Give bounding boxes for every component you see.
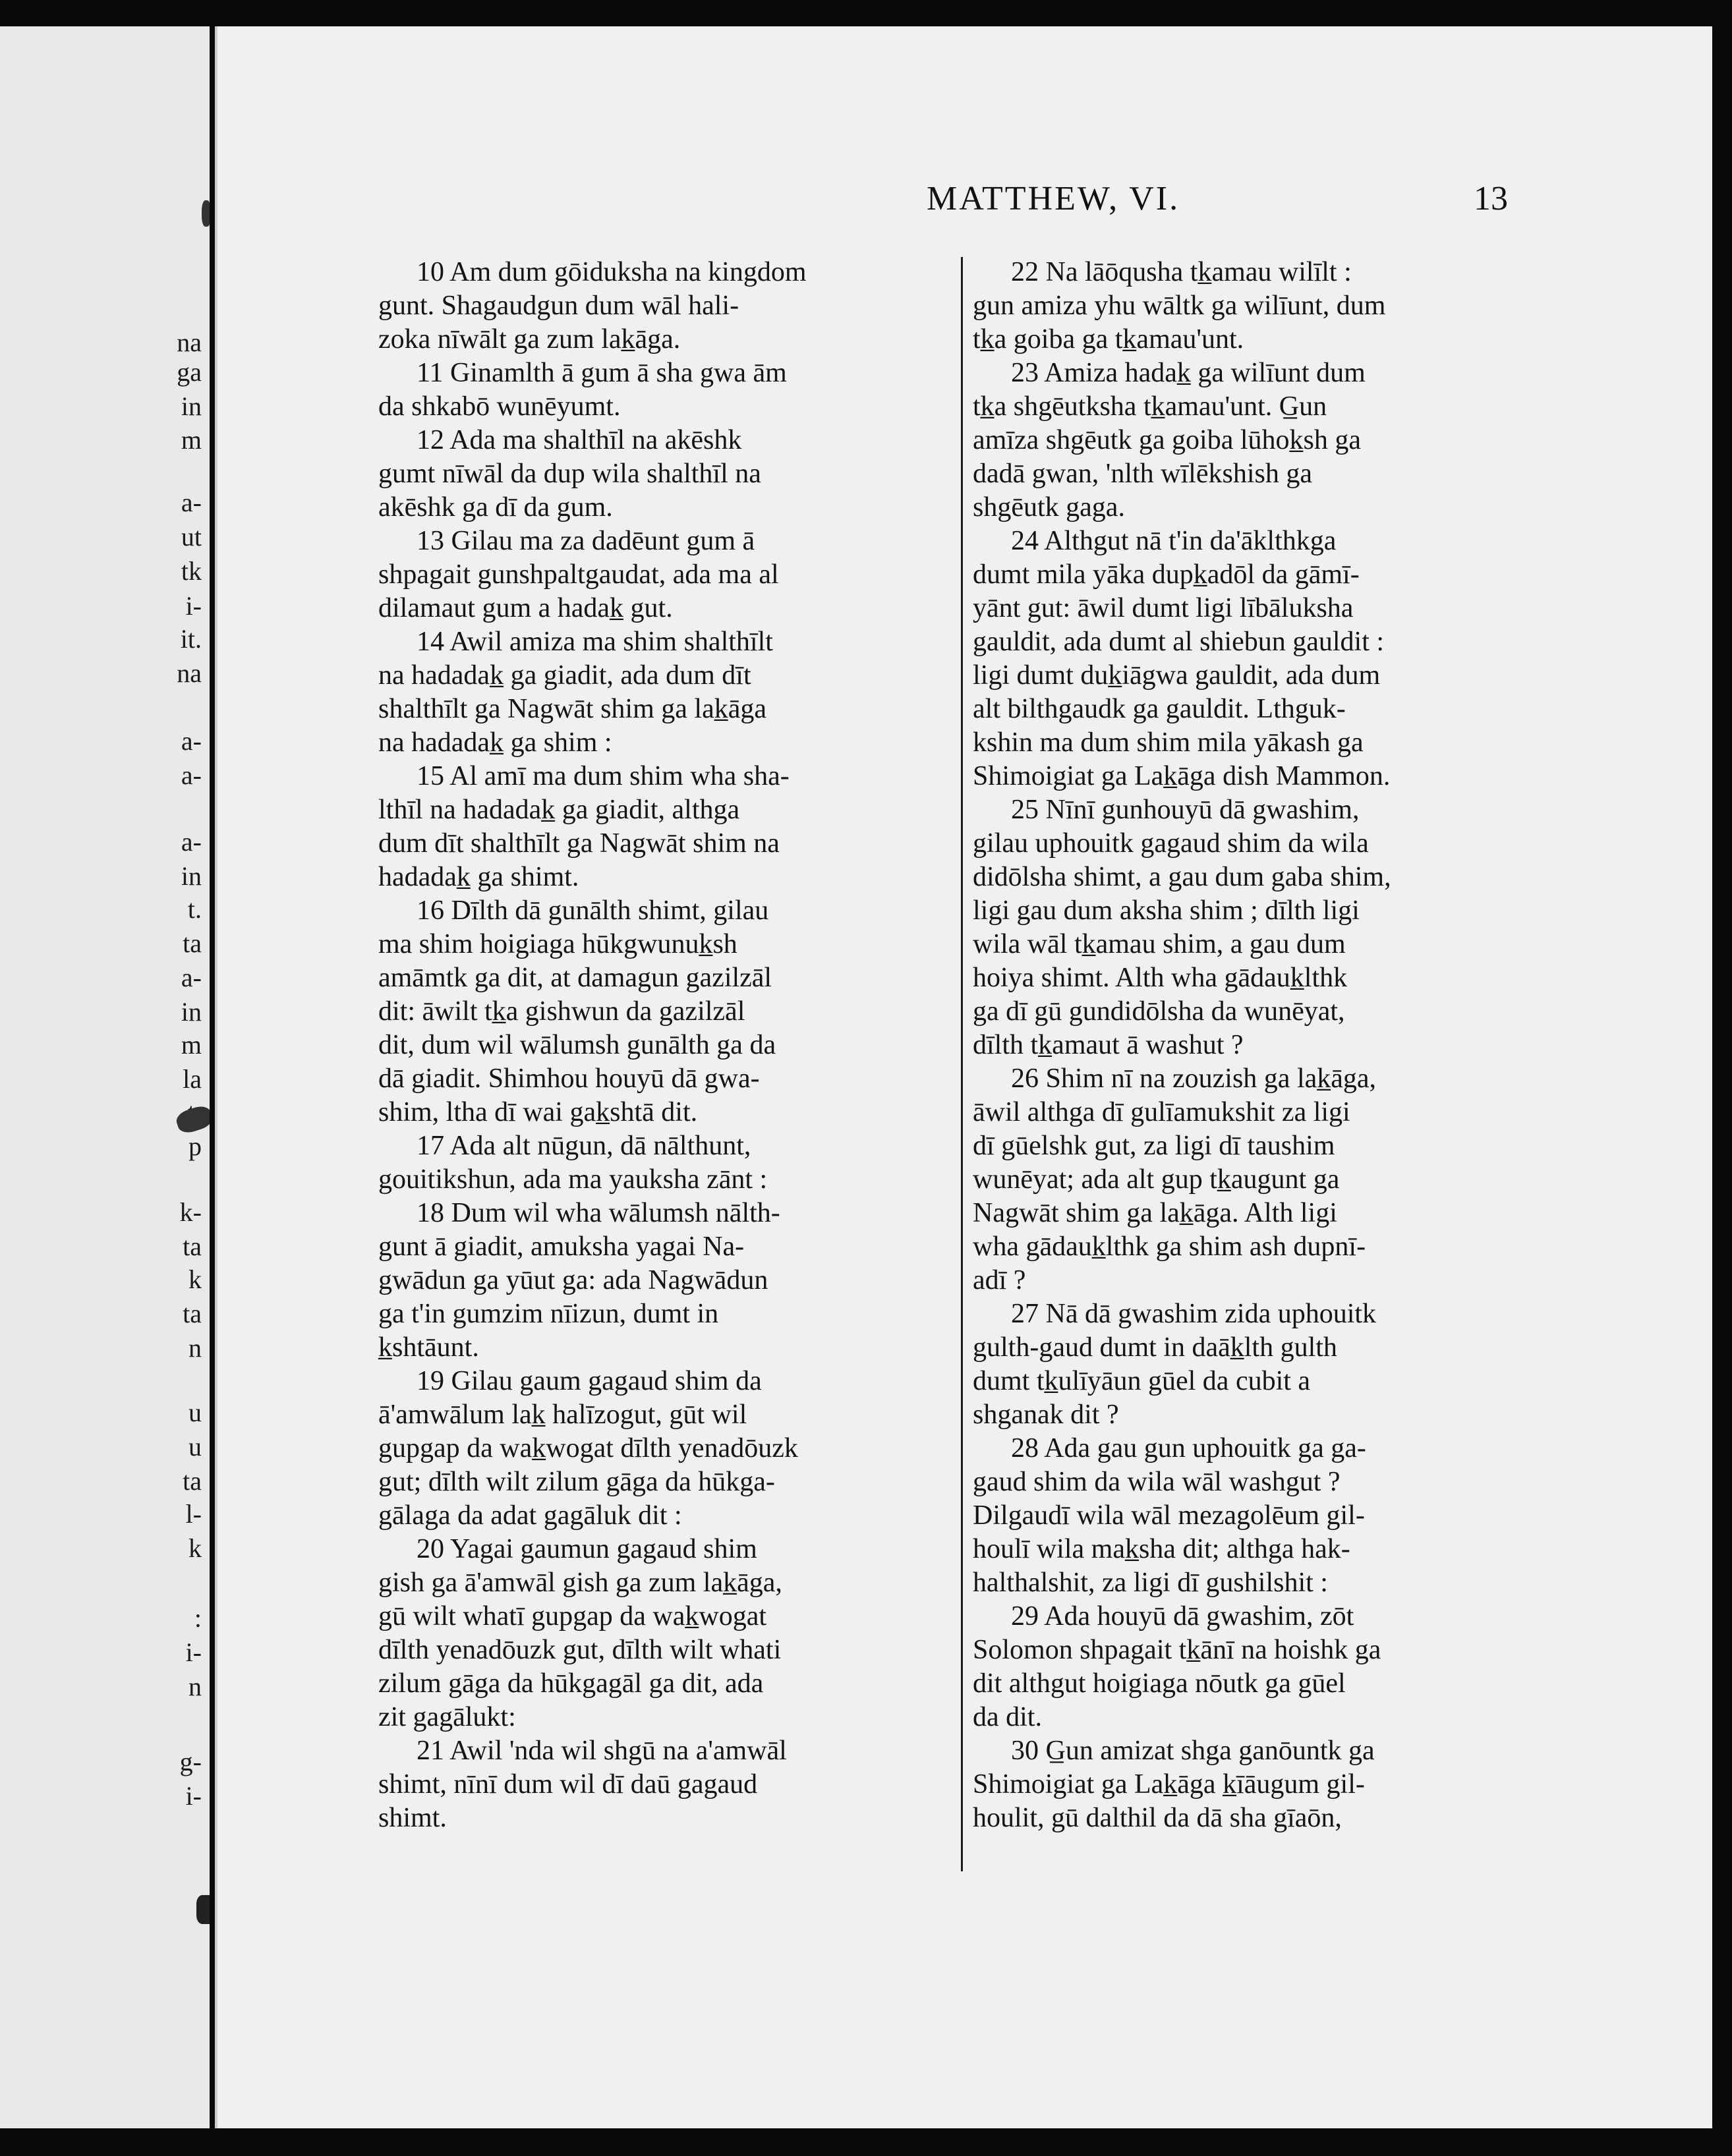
ink-blot bbox=[196, 1895, 210, 1924]
text-line: amīza shgēutk ga goiba lūhok̲sh ga bbox=[973, 425, 1362, 455]
text-fragment: : bbox=[194, 1603, 202, 1633]
text-line: gū wilt whatī gupgap da wak̲wogat bbox=[378, 1601, 767, 1631]
text-column-right bbox=[973, 256, 1553, 1835]
text-line: dīlth yenadōuzk gut, dīlth wilt whati bbox=[378, 1635, 782, 1665]
text-line: da shkabō wunēyumt. bbox=[378, 391, 621, 422]
text-line: ligi gau dum aksha shim ; dīlth ligi bbox=[973, 895, 1360, 926]
text-fragment: n bbox=[188, 1672, 202, 1701]
text-line: 13 Gilau ma za dadēunt gum ā bbox=[417, 526, 755, 556]
text-line: 16 Dīlth dā gunālth shimt, gilau bbox=[417, 895, 769, 926]
text-fragment: n bbox=[188, 1333, 202, 1363]
text-fragment: t. bbox=[187, 894, 202, 924]
text-fragment: a- bbox=[181, 827, 202, 857]
text-line: 21 Awil 'nda wil shgū na a'amwāl bbox=[417, 1736, 787, 1766]
text-line: shalthīlt ga Nagwāt shim ga lak̲āga bbox=[378, 694, 767, 724]
text-line: lthīl na hadadak̲ ga giadit, althga bbox=[378, 795, 740, 825]
text-line: gut; dīlth wilt zilum gāga da hūkga- bbox=[378, 1467, 775, 1497]
text-fragment: a- bbox=[181, 726, 202, 756]
text-line: 30 G̲un amizat shga ganōuntk ga bbox=[1011, 1736, 1375, 1766]
text-line: 26 Shim nī na zouzish ga lak̲āga, bbox=[1011, 1064, 1377, 1094]
text-line: halthalshit, za ligi dī gushilshit : bbox=[973, 1568, 1328, 1598]
text-fragment: ta bbox=[183, 1466, 202, 1496]
column-rule bbox=[961, 257, 963, 1871]
text-fragment: in bbox=[181, 861, 202, 891]
text-fragment: in bbox=[181, 997, 202, 1027]
text-line: k̲shtāunt. bbox=[378, 1332, 479, 1363]
ink-blot bbox=[202, 200, 210, 227]
text-line: 19 Gilau gaum gagaud shim da bbox=[417, 1366, 762, 1396]
text-line: 12 Ada ma shalthīl na akēshk bbox=[417, 425, 742, 455]
text-line: gish ga ā'amwāl gish ga zum lak̲āga, bbox=[378, 1568, 782, 1598]
text-line: houlī wila mak̲sha dit; althga hak- bbox=[973, 1534, 1350, 1564]
previous-page-text-fragments bbox=[0, 26, 210, 2128]
text-fragment: na bbox=[177, 658, 202, 688]
text-line: 28 Ada gau gun uphouitk ga ga- bbox=[1011, 1433, 1366, 1463]
text-line: dī gūelshk gut, za ligi dī taushim bbox=[973, 1131, 1335, 1161]
text-line: dilamaut gum a hadak̲ gut. bbox=[378, 593, 673, 623]
text-fragment: k bbox=[188, 1533, 202, 1563]
text-line: 10 Am dum gōiduksha na kingdom bbox=[417, 257, 807, 287]
text-line: dit althgut hoigiaga nōutk ga gūel bbox=[973, 1668, 1346, 1699]
text-line: Shimoigiat ga Lak̲āga k̲īāugum gil- bbox=[973, 1769, 1365, 1800]
text-line: gumt nīwāl da dup wila shalthīl na bbox=[378, 459, 761, 489]
text-fragment: p bbox=[188, 1131, 202, 1161]
running-head: MATTHEW, VI. bbox=[927, 180, 1180, 217]
text-line: kshin ma dum shim mila yākash ga bbox=[973, 727, 1364, 758]
text-line: gaud shim da wila wāl washgut ? bbox=[973, 1467, 1341, 1497]
page-number: 13 bbox=[1474, 180, 1508, 217]
text-line: shim, ltha dī wai gak̲shtā dit. bbox=[378, 1097, 698, 1127]
text-line: gwādun ga yūut ga: ada Nagwādun bbox=[378, 1265, 768, 1295]
text-fragment: m bbox=[181, 425, 202, 455]
text-line: dit, dum wil wālumsh gunālth ga da bbox=[378, 1030, 776, 1060]
text-line: dit: āwilt tk̲a gishwun da gazilzāl bbox=[378, 996, 745, 1027]
text-line: zoka nīwālt ga zum lak̲āga. bbox=[378, 324, 681, 355]
text-fragment: a- bbox=[181, 963, 202, 992]
text-line: gilau uphouitk gagaud shim da wila bbox=[973, 828, 1369, 859]
text-line: gauldit, ada dumt al shiebun gauldit : bbox=[973, 627, 1385, 657]
text-line: ga t'in gumzim nīizun, dumt in bbox=[378, 1299, 719, 1329]
text-line: Shimoigiat ga Lak̲āga dish Mammon. bbox=[973, 761, 1391, 791]
text-line: na hadadak̲ ga shim : bbox=[378, 727, 612, 758]
text-line: 25 Nīnī gunhouyū dā gwashim, bbox=[1011, 795, 1360, 825]
text-line: 18 Dum wil wha wālumsh nālth- bbox=[417, 1198, 780, 1228]
text-fragment: g- bbox=[179, 1747, 202, 1776]
text-line: adī ? bbox=[973, 1265, 1026, 1295]
text-line: shimt, nīnī dum wil dī daū gagaud bbox=[378, 1769, 758, 1800]
text-line: gunt ā giadit, amuksha yagai Na- bbox=[378, 1232, 745, 1262]
text-line: ā'amwālum lak̲ halīzogut, gūt wil bbox=[378, 1400, 747, 1430]
text-line: āwil althga dī gulīamukshit za ligi bbox=[973, 1097, 1350, 1127]
text-fragment: a- bbox=[181, 488, 202, 517]
text-line: wunēyat; ada alt gup tk̲augunt ga bbox=[973, 1164, 1340, 1195]
text-line: zit gagālukt: bbox=[378, 1702, 516, 1732]
text-line: da dit. bbox=[973, 1702, 1042, 1732]
text-line: 23 Amiza hadak̲ ga wilīunt dum bbox=[1011, 358, 1366, 388]
text-line: tk̲a shgēutksha tk̲amau'unt. G̲un bbox=[973, 391, 1327, 422]
text-line: tk̲a goiba ga tk̲amau'unt. bbox=[973, 324, 1244, 355]
text-line: na hadadak̲ ga giadit, ada dum dīt bbox=[378, 660, 751, 691]
text-line: Solomon shpagait tk̲ānī na hoishk ga bbox=[973, 1635, 1381, 1665]
text-line: gupgap da wak̲wogat dīlth yenadōuzk bbox=[378, 1433, 798, 1463]
text-fragment: k- bbox=[179, 1197, 202, 1227]
text-line: gun amiza yhu wāltk ga wilīunt, dum bbox=[973, 291, 1386, 321]
text-line: akēshk ga dī da gum. bbox=[378, 492, 613, 523]
text-line: dadā gwan, 'nlth wīlēkshish ga bbox=[973, 459, 1312, 489]
text-line: hoiya shimt. Alth wha gādauk̲lthk bbox=[973, 963, 1348, 993]
text-line: ga dī gū gundidōlsha da wunēyat, bbox=[973, 996, 1345, 1027]
text-line: 24 Althgut nā t'in da'āklthkga bbox=[1011, 526, 1337, 556]
text-line: shimt. bbox=[378, 1803, 447, 1833]
text-fragment: k bbox=[188, 1264, 202, 1294]
text-fragment: u bbox=[188, 1432, 202, 1461]
text-column-left bbox=[378, 256, 938, 1835]
text-line: houlit, gū dalthil da dā sha gīaōn, bbox=[973, 1803, 1342, 1833]
text-line: 20 Yagai gaumun gagaud shim bbox=[417, 1534, 757, 1564]
text-line: 22 Na lāōqusha tk̲amau wilīlt : bbox=[1011, 257, 1352, 287]
text-line: shgēutk gaga. bbox=[973, 492, 1125, 523]
text-line: Nagwāt shim ga lak̲āga. Alth ligi bbox=[973, 1198, 1337, 1228]
text-fragment: i- bbox=[185, 591, 202, 621]
text-line: 17 Ada alt nūgun, dā nālthunt, bbox=[417, 1131, 751, 1161]
text-line: dā giadit. Shimhou houyū dā gwa- bbox=[378, 1064, 760, 1094]
page-gutter bbox=[215, 26, 217, 2128]
text-fragment: m bbox=[181, 1030, 202, 1060]
text-fragment: na bbox=[177, 327, 202, 357]
text-fragment: i- bbox=[185, 1637, 202, 1667]
text-line: 29 Ada houyū dā gwashim, zōt bbox=[1011, 1601, 1354, 1631]
text-line: 11 Ginamlth ā gum ā sha gwa ām bbox=[417, 358, 787, 388]
text-line: 27 Nā dā gwashim zida uphouitk bbox=[1011, 1299, 1377, 1329]
book-page bbox=[215, 26, 1712, 2128]
text-line: shpagait gunshpaltgaudat, ada ma al bbox=[378, 559, 779, 590]
text-fragment: ga bbox=[177, 357, 202, 387]
text-fragment: it. bbox=[180, 624, 202, 654]
text-fragment: ut bbox=[181, 522, 202, 552]
text-line: alt bilthgaudk ga gauldit. Lthguk- bbox=[973, 694, 1346, 724]
text-line: ma shim hoigiaga hūkgwunuk̲sh bbox=[378, 929, 737, 959]
text-line: gunt. Shagaudgun dum wāl hali- bbox=[378, 291, 739, 321]
text-line: wila wāl tk̲amau shim, a gau dum bbox=[973, 929, 1346, 959]
text-fragment: i- bbox=[185, 1781, 202, 1811]
text-line: gālaga da adat gagāluk dit : bbox=[378, 1500, 682, 1531]
text-line: dumt mila yāka dupk̲adōl da gāmī- bbox=[973, 559, 1360, 590]
text-line: zilum gāga da hūkgagāl ga dit, ada bbox=[378, 1668, 764, 1699]
text-line: dīlth tk̲amaut ā washut ? bbox=[973, 1030, 1244, 1060]
text-line: shganak dit ? bbox=[973, 1400, 1119, 1430]
text-fragment: la bbox=[183, 1064, 202, 1094]
text-line: gulth-gaud dumt in daāk̲lth gulth bbox=[973, 1332, 1337, 1363]
text-line: hadadak̲ ga shimt. bbox=[378, 862, 579, 892]
text-line: dum dīt shalthīlt ga Nagwāt shim na bbox=[378, 828, 780, 859]
text-fragment: in bbox=[181, 391, 202, 421]
text-line: Dilgaudī wila wāl mezagolēum gil- bbox=[973, 1500, 1365, 1531]
text-line: 14 Awil amiza ma shim shalthīlt bbox=[417, 627, 773, 657]
text-fragment: a- bbox=[181, 760, 202, 790]
text-line: ligi dumt duk̲iāgwa gauldit, ada dum bbox=[973, 660, 1381, 691]
text-fragment: ta bbox=[183, 1299, 202, 1328]
text-line: wha gādauk̲lthk ga shim ash dupnī- bbox=[973, 1232, 1366, 1262]
text-line: gouitikshun, ada ma yauksha zānt : bbox=[378, 1164, 768, 1195]
text-line: didōlsha shimt, a gau dum gaba shim, bbox=[973, 862, 1391, 892]
text-fragment: ta bbox=[183, 1232, 202, 1261]
text-fragment: ta bbox=[183, 928, 202, 958]
text-fragment: l- bbox=[185, 1499, 202, 1529]
text-fragment: tk bbox=[181, 556, 202, 586]
text-line: yānt gut: āwil dumt ligi lībāluksha bbox=[973, 593, 1354, 623]
text-line: amāmtk ga dit, at damagun gazilzāl bbox=[378, 963, 772, 993]
text-fragment: u bbox=[188, 1398, 202, 1427]
previous-page-edge bbox=[0, 26, 210, 2128]
text-line: dumt tk̲ulīyāun gūel da cubit a bbox=[973, 1366, 1311, 1396]
text-line: 15 Al amī ma dum shim wha sha- bbox=[417, 761, 790, 791]
